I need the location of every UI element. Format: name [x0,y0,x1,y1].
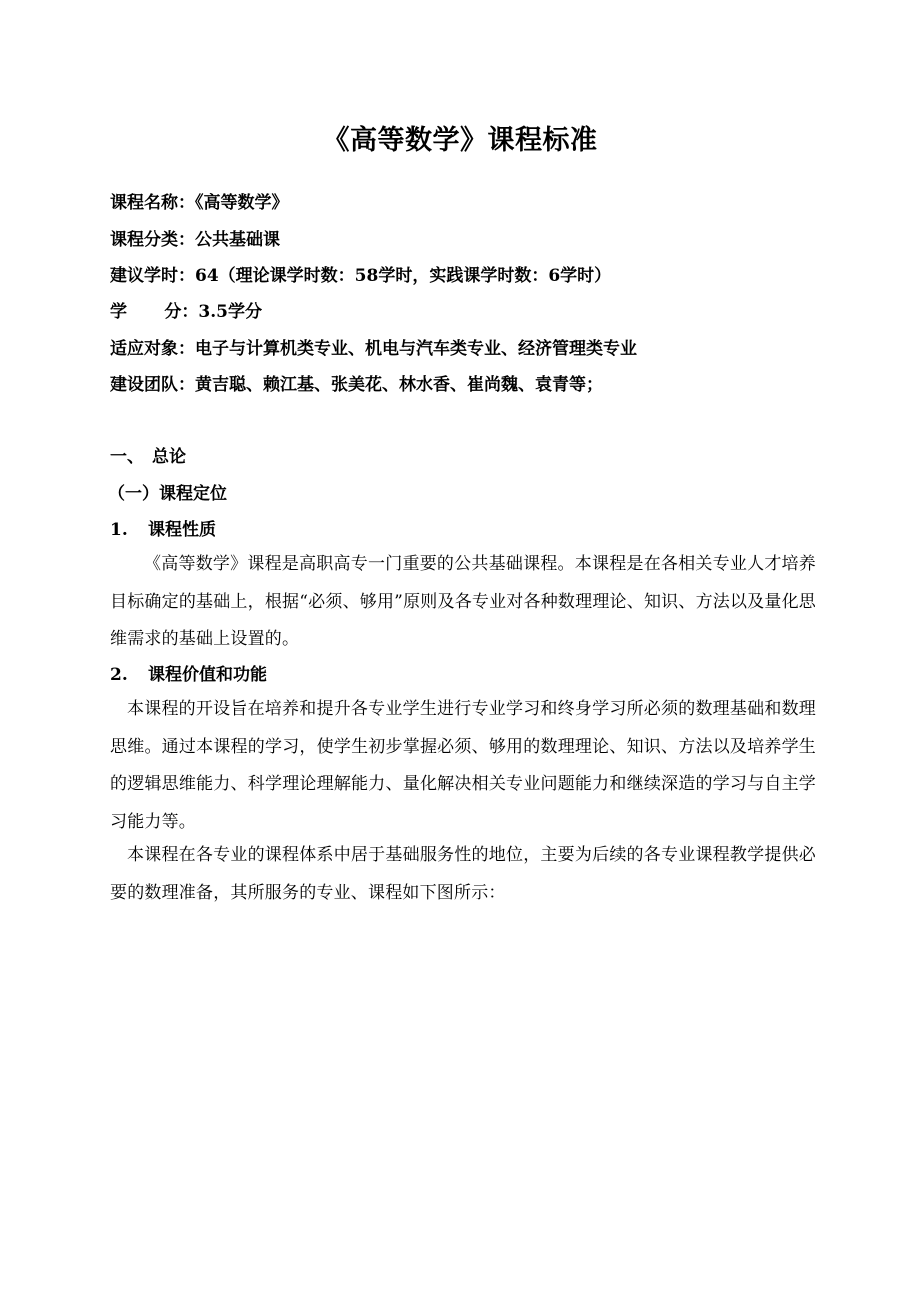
meta-label: 课程名称： [110,193,195,213]
item-number: 2. [110,665,128,685]
meta-value: 64（理论课学时数：58学时，实践课学时数：6学时） [195,266,612,286]
item-number: 1. [110,520,128,540]
meta-course-name [110,190,830,216]
item-heading [110,662,267,688]
meta-credits [110,299,830,325]
meta-label: 建设团队： [110,375,195,395]
meta-value: 公共基础课 [195,230,280,250]
meta-label: 建议学时： [110,266,195,286]
item-title: 课程性质 [148,520,216,540]
paragraph-course-nature: 《高等数学》课程是高职高专一门重要的公共基础课程。本课程是在各相关专业人才培养目标确定的基础上，根据“必须、够用”原则及各专业对各种数理理论、知识、方法以及量化思维需求的基础上设置的。 [110,554,816,649]
section-heading [110,444,186,470]
subsection-heading: （一）课程定位 [108,484,227,504]
paragraph-course-value-2: 本课程在各专业的课程体系中居于基础服务性的地位，主要为后续的各专业课程教学提供必要的数理准备，其所服务的专业、课程如下图所示： [110,845,816,903]
meta-label-part: 分： [164,302,199,322]
paragraph-course-value-1: 本课程的开设旨在培养和提升各专业学生进行专业学习和终身学习所必须的数理基础和数理思维。通过本课程的学习，使学生初步掌握必须、够用的数理理论、知识、方法以及培养学生的逻辑思维能力、科学理论理解能力、量化解决相关专业问题能力和继续深造的学习与自主学习能力等。 [110,699,816,832]
item-title: 课程价值和功能 [148,665,267,685]
meta-course-category [110,227,830,253]
section-number: 一、 [110,447,144,467]
meta-value: 黄吉聪、赖江基、张美花、林水香、崔尚魏、袁青等； [195,375,603,395]
meta-label: 课程分类： [110,230,195,250]
meta-label: 适应对象： [110,339,195,359]
meta-value: 电子与计算机类专业、机电与汽车类专业、经济管理类专业 [195,339,637,359]
meta-team [110,372,830,398]
document-title: 《高等数学》课程标准 [322,125,598,156]
meta-suggested-hours [110,263,830,289]
meta-target-audience [110,336,830,362]
section-title: 总论 [152,447,186,467]
meta-label-part: 学 [110,302,165,322]
meta-value: 《高等数学》 [195,193,289,213]
item-heading [110,517,216,543]
meta-value: 3.5学分 [198,302,262,322]
